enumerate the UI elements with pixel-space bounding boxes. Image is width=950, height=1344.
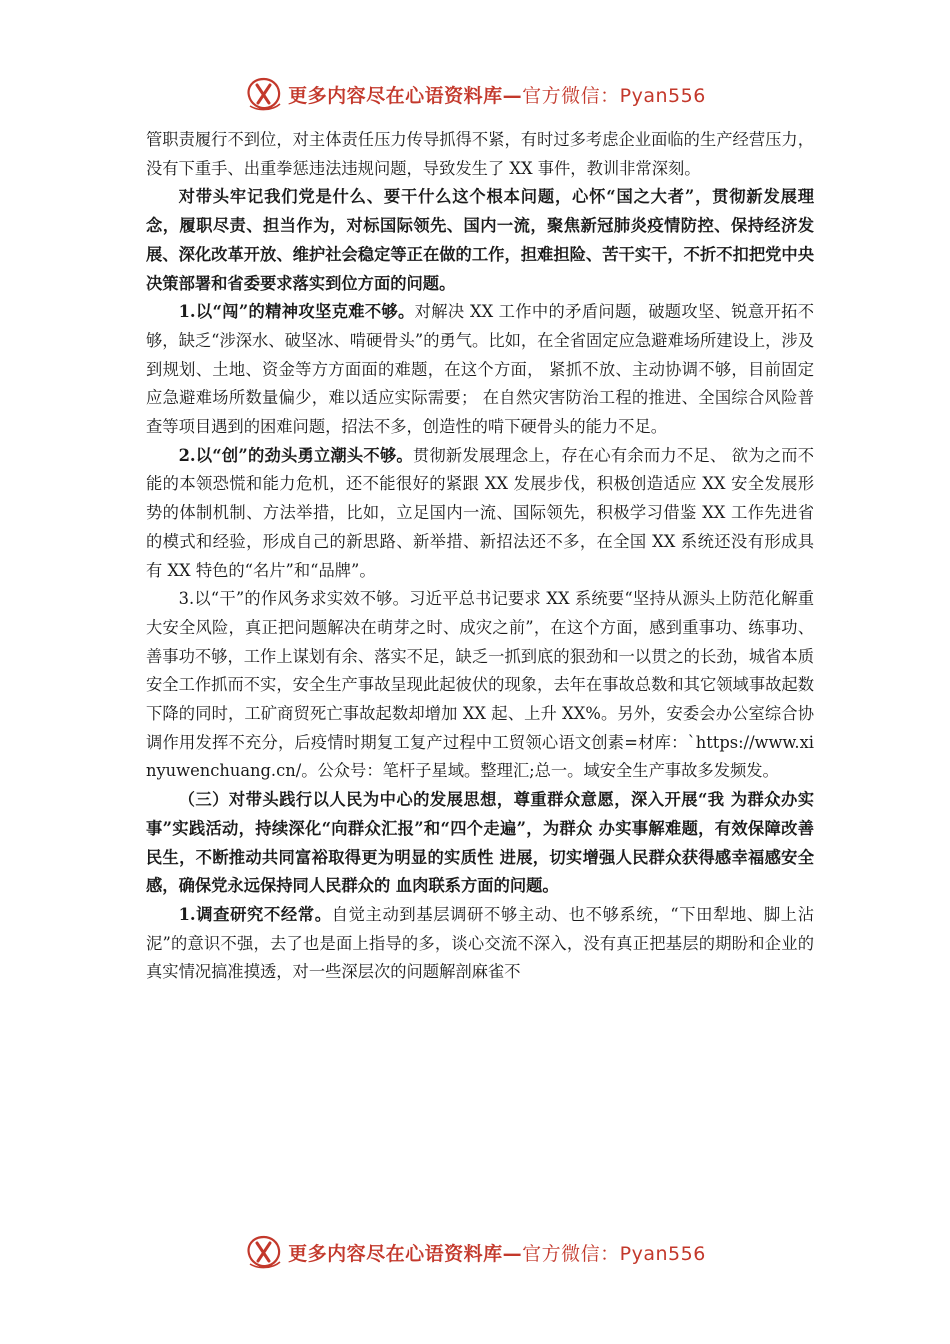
logo-icon [244,76,284,112]
paragraph-text: 习近平总书记要求 XX 系统要“坚持从源头上防范化解重大安全风险，真正把问题解决在萌芽之时、成灾之前”，在这个方面，感到重事功、练事功、善事功不够，工作上谋划有余、落实不足，缺乏一抓到底的狠劲和一以贯之的长劲，城省本质安全工作抓而不实，安全生产事故呈现此起彼伏的现象，去年在事故总数和其它领域事故起数下降的同时，工矿商贸死亡事故起数却增加 XX 起、上升 XX%。另外，安委会办公室综合协调作用发挥不充分，后疫情时期复工复产过程中工贸领心语文创素=材库：`https://www.xinyuwenchuang.cn/。公众号：笔杆子星域。整理汇;总一。域安全生产事故多发频发。 [146,589,815,781]
paragraph-lead: 1.调查研究不经常。 [178,904,332,924]
paragraph-text: 自觉主动到基层调研不够主动、也不够系统，“下田犁地、脚上沾泥”的意识不强，去了也是面上指导的多，谈心交流不深入，没有真正把基层的期盼和企业的真实情况搞准摸透，对一些深层次的问题解剖麻雀不 [146,904,815,982]
banner-title: 更多内容尽在心语资料库— [288,1242,523,1265]
paragraph [146,442,814,586]
logo-icon [244,1234,284,1270]
paragraph [146,298,814,442]
section-heading: （三）对带头践行以人民为中心的发展思想，尊重群众意愿，深入开展“我 为群众办实事”实践活动，持续深化“向群众汇报”和“四个走遍”，为群众 办实事解难题，有效保障改善民生，不断推动共同富裕取得更为明显的实质性 进展，切实增强人民群众获得感幸福感安全感，确保党永远保持同人民群众的 血肉联系方面的问题。 [146,790,814,896]
banner-wechat: 官方微信：Pyan556 [522,84,706,107]
header-watermark-banner [0,74,950,114]
banner-title: 更多内容尽在心语资料库— [288,84,523,107]
banner-wechat: 官方微信：Pyan556 [522,1242,706,1265]
paragraph-lead: 1.以“闯”的精神攻坚克难不够。 [178,302,415,322]
document-body [146,126,814,987]
section-heading: 对带头牢记我们党是什么、要干什么这个根本问题，心怀“国之大者”，贯彻新发展理念，履职尽责、担当作为，对标国际领先、国内一流，聚焦新冠肺炎疫情防控、保持经济发展、深化改革开放、维护社会稳定等正在做的工作，担难担险、苦干实干，不折不扣把党中央决策部署和省委要求落实到位方面的问题。 [146,187,814,293]
paragraph [146,585,814,786]
footer-watermark-banner [0,1232,950,1272]
paragraph-lead: 3.以“干”的作风务求实效不够。 [178,589,410,609]
paragraph-text: 对解决 XX 工作中的矛盾问题，破题攻坚、锐意开拓不够，缺乏“涉深水、破坚冰、啃硬骨头”的勇气。比如，在全省固定应急避难场所建设上，涉及到规划、土地、资金等方方面面的难题，在这个方面， 紧抓不放、主动协调不够，目前固定应急避难场所数量偏少，难以适应实际需要； 在自然灾害防治工程的推进、全国综合风险普查等项目遇到的困难问题，招法不多，创造性的啃下硬骨头的能力不足。 [146,302,814,437]
paragraph-lead: 2.以“创”的劲头勇立潮头不够。 [178,445,413,465]
paragraph [146,901,814,987]
paragraph-text: 贯彻新发展理念上，存在心有余而力不足、 欲为之而不能的本领恐慌和能力危机，还不能很好的紧跟 XX 发展步伐，积极创造适应 XX 安全发展形势的体制机制、方法举措，比如，立足国内一流、国际领先，积极学习借鉴 XX 工作先进省的模式和经验，形成自己的新思路、新举措、新招法还不多，在全国 XX 系统还没有形成具有 XX 特色的“名片”和“品牌”。 [146,445,814,580]
paragraph: 管职责履行不到位，对主体责任压力传导抓得不紧，有时过多考虑企业面临的生产经营压力，没有下重手、出重拳惩违法违规问题，导致发生了 XX 事件，教训非常深刻。 [146,130,814,178]
